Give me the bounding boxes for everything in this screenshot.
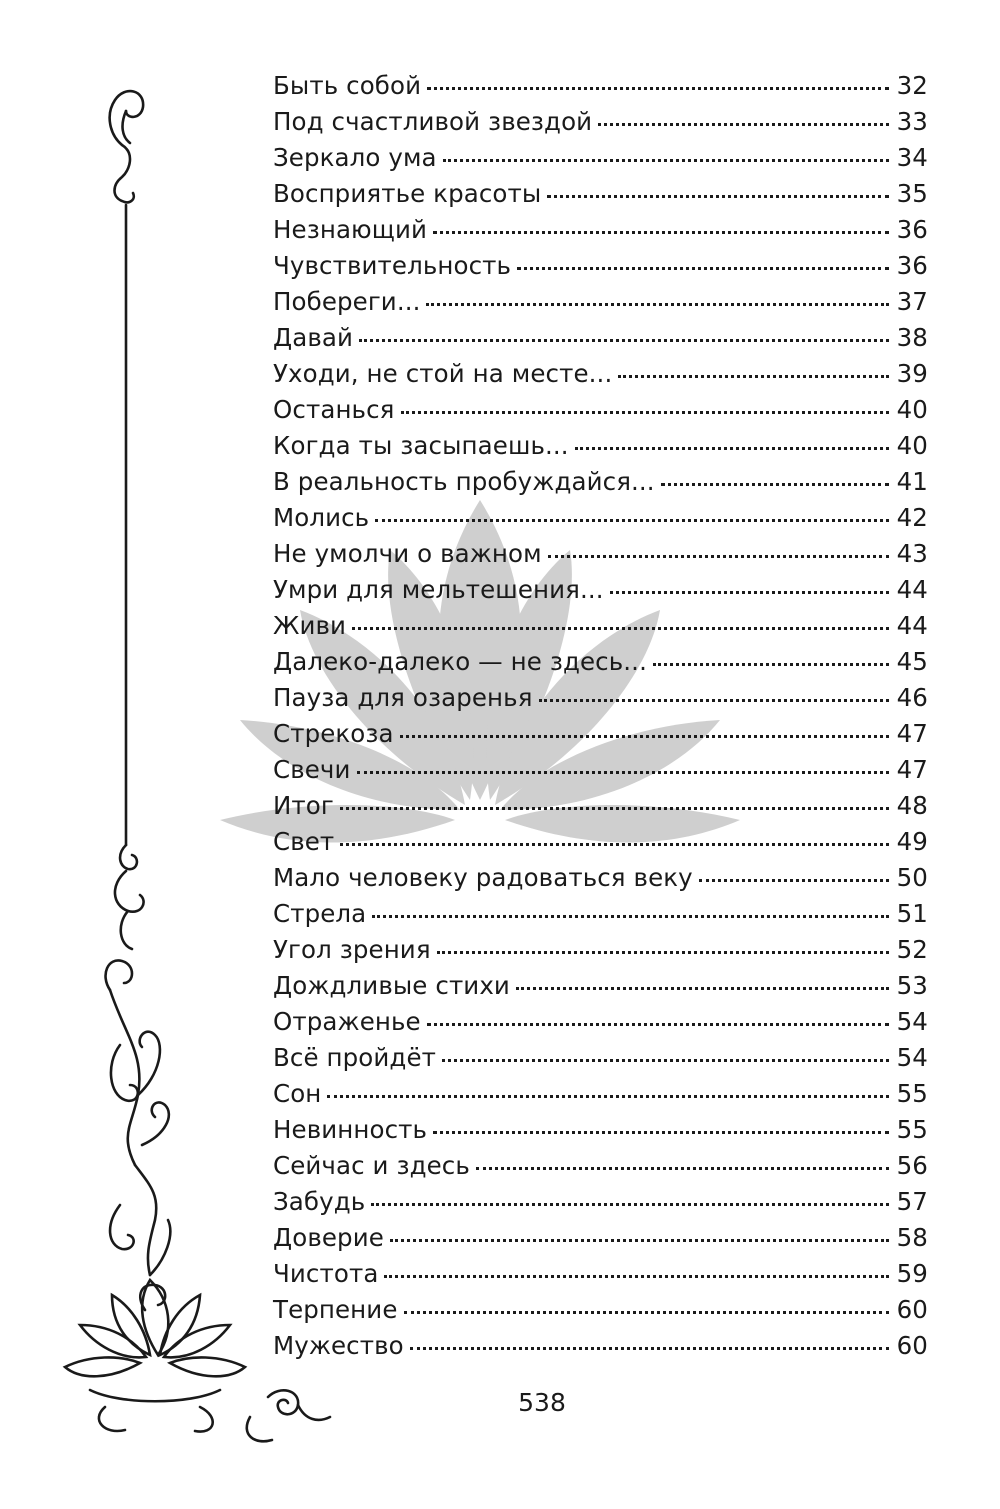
toc-entry-title: Сон [273,1079,322,1108]
dot-leader [371,1203,888,1206]
dot-leader [699,879,889,882]
toc-entry[interactable] [273,320,928,356]
dot-leader [476,1167,889,1170]
toc-entry[interactable] [273,896,928,932]
dot-leader [375,519,888,522]
dot-leader [427,1023,889,1026]
dot-leader [340,807,889,810]
dot-leader [575,447,889,450]
toc-entry-title: Быть собой [273,71,422,100]
toc-entry-page: 54 [896,1007,928,1036]
dot-leader [410,1347,889,1350]
toc-entry[interactable] [273,392,928,428]
dot-leader [548,555,889,558]
toc-entry-page: 55 [896,1115,928,1144]
toc-entry-page: 42 [896,503,928,532]
toc-entry-page: 47 [896,755,928,784]
dot-leader [539,699,889,702]
dot-leader [404,1311,889,1314]
dot-leader [359,339,889,342]
toc-entry-title: Терпение [273,1295,398,1324]
toc-entry-title: Свечи [273,755,351,784]
toc-entry-page: 50 [896,863,928,892]
toc-entry-page: 49 [896,827,928,856]
toc-entry-title: Пауза для озаренья [273,683,533,712]
dot-leader [598,123,888,126]
toc-entry-title: Сейчас и здесь [273,1151,470,1180]
toc-entry-page: 57 [896,1187,928,1216]
toc-entry[interactable] [273,1184,928,1220]
toc-entry-title: Дождливые стихи [273,971,510,1000]
toc-entry-page: 32 [896,71,928,100]
toc-entry-title: Угол зрения [273,935,431,964]
toc-entry[interactable] [273,860,928,896]
toc-entry-title: Зеркало ума [273,143,437,172]
toc-entry-title: Всё пройдёт [273,1043,437,1072]
toc-entry-page: 44 [896,611,928,640]
toc-entry[interactable] [273,536,928,572]
toc-entry[interactable] [273,464,928,500]
toc-entry-page: 45 [896,647,928,676]
toc-entry-page: 36 [896,215,928,244]
toc-entry-title: Мужество [273,1331,404,1360]
toc-entry-title: Молись [273,503,370,532]
toc-entry-title: Итог [273,791,334,820]
dot-leader [547,195,888,198]
toc-entry-page: 58 [896,1223,928,1252]
toc-entry[interactable] [273,68,928,104]
toc-entry-page: 37 [896,287,928,316]
dot-leader [426,303,888,306]
toc-entry[interactable] [273,608,928,644]
toc-entry[interactable] [273,824,928,860]
toc-entry[interactable] [273,356,928,392]
toc-entry-title: Останься [273,395,395,424]
toc-entry-title: Не умолчи о важном [273,539,542,568]
toc-entry[interactable] [273,176,928,212]
dot-leader [653,663,889,666]
toc-entry-page: 51 [896,899,928,928]
toc-entry[interactable] [273,644,928,680]
toc-entry[interactable] [273,140,928,176]
toc-entry[interactable] [273,1004,928,1040]
dot-leader [427,87,888,90]
toc-entry-page: 40 [896,395,928,424]
dot-leader [661,483,889,486]
toc-entry[interactable] [273,248,928,284]
toc-entry-title: Стрела [273,899,367,928]
toc-entry-title: Мало человеку радоваться веку [273,863,693,892]
toc-entry[interactable] [273,1256,928,1292]
toc-entry[interactable] [273,1220,928,1256]
dot-leader [327,1095,888,1098]
table-of-contents [273,68,928,1364]
dot-leader [400,735,889,738]
toc-entry[interactable] [273,284,928,320]
dot-leader [516,987,889,990]
toc-entry-title: Невинность [273,1115,428,1144]
toc-entry-page: 59 [896,1259,928,1288]
toc-entry-title: Чувствительность [273,251,512,280]
toc-entry-title: В реальность пробуждайся... [273,467,655,496]
toc-entry[interactable] [273,1148,928,1184]
toc-entry-page: 39 [896,359,928,388]
dot-leader [390,1239,889,1242]
toc-entry-page: 60 [896,1295,928,1324]
toc-entry-title: Далеко-далеко — не здесь... [273,647,647,676]
toc-entry-page: 40 [896,431,928,460]
dot-leader [443,159,889,162]
toc-entry-title: Живи [273,611,347,640]
toc-entry-title: Когда ты засыпаешь... [273,431,569,460]
toc-entry-title: Забудь [273,1187,366,1216]
toc-entry-page: 34 [896,143,928,172]
toc-entry-page: 41 [896,467,928,496]
toc-entry-page: 46 [896,683,928,712]
toc-entry-page: 44 [896,575,928,604]
toc-entry-page: 53 [896,971,928,1000]
dot-leader [442,1059,889,1062]
toc-entry[interactable] [273,932,928,968]
dot-leader [517,267,889,270]
dot-leader [433,231,889,234]
toc-entry[interactable] [273,572,928,608]
toc-entry[interactable] [273,1040,928,1076]
dot-leader [372,915,888,918]
toc-entry[interactable] [273,680,928,716]
toc-entry-title: Уходи, не стой на месте... [273,359,613,388]
toc-entry-page: 43 [896,539,928,568]
toc-entry-page: 38 [896,323,928,352]
dot-leader [401,411,889,414]
toc-entry-title: Давай [273,323,354,352]
toc-entry-title: Восприятье красоты [273,179,542,208]
toc-entry-page: 55 [896,1079,928,1108]
toc-entry[interactable] [273,500,928,536]
page-number: 538 [518,1388,566,1417]
toc-entry[interactable] [273,752,928,788]
toc-entry-title: Отраженье [273,1007,421,1036]
dot-leader [610,591,889,594]
toc-entry-page: 36 [896,251,928,280]
toc-entry[interactable] [273,968,928,1004]
toc-entry-page: 33 [896,107,928,136]
toc-entry-title: Чистота [273,1259,379,1288]
toc-entry-title: Доверие [273,1223,384,1252]
toc-entry-title: Стрекоза [273,719,394,748]
toc-entry[interactable] [273,1328,928,1364]
toc-entry-page: 48 [896,791,928,820]
toc-entry[interactable] [273,716,928,752]
toc-entry-page: 56 [896,1151,928,1180]
dot-leader [340,843,888,846]
toc-entry-title: Умри для мельтешения... [273,575,604,604]
dot-leader [357,771,889,774]
toc-entry[interactable] [273,212,928,248]
toc-entry[interactable] [273,788,928,824]
toc-entry-title: Побереги... [273,287,421,316]
toc-entry-page: 47 [896,719,928,748]
toc-entry[interactable] [273,428,928,464]
dot-leader [384,1275,888,1278]
toc-entry[interactable] [273,1292,928,1328]
dot-leader [433,1131,889,1134]
toc-entry[interactable] [273,104,928,140]
toc-entry-title: Незнающий [273,215,428,244]
toc-entry-page: 52 [896,935,928,964]
toc-entry-title: Под счастливой звездой [273,107,593,136]
toc-entry[interactable] [273,1112,928,1148]
dot-leader [618,375,888,378]
toc-entry-title: Свет [273,827,335,856]
toc-entry[interactable] [273,1076,928,1112]
toc-entry-page: 60 [896,1331,928,1360]
dot-leader [352,627,889,630]
toc-entry-page: 35 [896,179,928,208]
toc-entry-page: 54 [896,1043,928,1072]
dot-leader [437,951,889,954]
